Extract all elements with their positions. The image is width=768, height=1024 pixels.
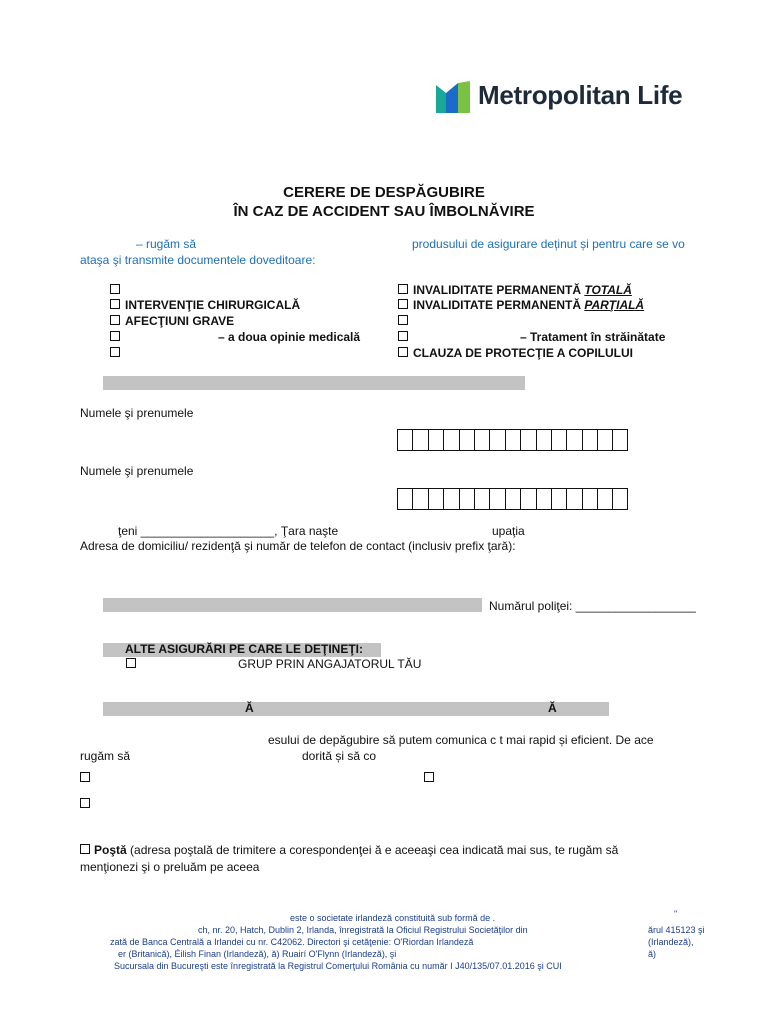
treatment-abroad-label: – Tratament în străinătate bbox=[520, 330, 666, 344]
coverage-checkbox-5[interactable] bbox=[110, 346, 125, 360]
group-employer-checkbox[interactable] bbox=[126, 657, 141, 671]
checkbox-icon[interactable] bbox=[398, 347, 408, 357]
checkbox-icon[interactable] bbox=[126, 658, 136, 668]
section-bar-insured bbox=[103, 376, 525, 390]
name-label-1: Numele şi prenumele bbox=[80, 406, 194, 420]
comm-bar-right-text: Ă bbox=[548, 701, 557, 715]
coverage-checkbox-partial-disability[interactable]: INVALIDITATE PERMANENTĂ PARŢIALĂ bbox=[398, 298, 644, 312]
logo-mark-icon bbox=[436, 81, 470, 113]
intro-right-text: produsului de asigurare deținut și pentru care se vo bbox=[412, 237, 685, 251]
footer-line2: ch, nr. 20, Hatch, Dublin 2, Irlanda, înregistrată la Oficiul Registrului Societăţilor din bbox=[198, 925, 528, 935]
checkbox-icon[interactable] bbox=[398, 299, 408, 309]
checkbox-icon[interactable] bbox=[80, 844, 90, 854]
checkbox-icon[interactable] bbox=[398, 315, 408, 325]
footer-line2b: ărul 415123 şi bbox=[648, 925, 705, 935]
checkbox-icon[interactable] bbox=[80, 772, 90, 782]
coverage-checkbox-surgery[interactable]: INTERVENŢIE CHIRURGICALĂ bbox=[110, 298, 300, 312]
citizenship-line: ţeni ____________________, Ţara naşte bbox=[118, 524, 339, 538]
comm-bar-left-text: Ă bbox=[245, 701, 254, 715]
address-label: Adresa de domiciliu/ rezidenţă şi număr de telefon de contact (inclusiv prefix ţară): bbox=[80, 539, 516, 553]
section-bar-policy bbox=[103, 598, 482, 612]
coverage-checkbox-second-opinion[interactable] bbox=[110, 330, 125, 344]
other-insurance-title: ALTE ASIGURĂRI PE CARE LE DEŢINEŢI: bbox=[125, 642, 364, 656]
coverage-checkbox-total-disability[interactable]: INVALIDITATE PERMANENTĂ TOTALĂ bbox=[398, 283, 632, 297]
occupation-label: upaţia bbox=[492, 524, 525, 538]
footer-line3: zată de Banca Centrală a Irlandei cu nr. C42062. Directori şi cetăţenie: O'Riordan Irlandeză bbox=[110, 937, 474, 947]
cnp-grid-1[interactable] bbox=[397, 429, 628, 451]
logo-text: Metropolitan Life bbox=[478, 80, 683, 110]
form-title-line2: ÎN CAZ DE ACCIDENT SAU ÎMBOLNĂVIRE bbox=[233, 203, 535, 220]
checkbox-icon[interactable] bbox=[110, 315, 120, 325]
checkbox-icon[interactable] bbox=[110, 347, 120, 357]
checkbox-icon[interactable] bbox=[80, 798, 90, 808]
name-label-2: Numele şi prenumele bbox=[80, 464, 194, 478]
coverage-checkbox-critical-illness[interactable]: AFECŢIUNI GRAVE bbox=[110, 314, 234, 328]
checkbox-icon[interactable] bbox=[398, 331, 408, 341]
section-bar-communication bbox=[103, 702, 609, 716]
second-opinion-label: – a doua opinie medicală bbox=[218, 330, 361, 344]
comm-checkbox-2[interactable] bbox=[424, 771, 439, 785]
comm-line1: esului de depăgubire să putem comunica c t mai rapid și eficient. De ace bbox=[268, 733, 654, 747]
checkbox-icon[interactable] bbox=[110, 299, 120, 309]
checkbox-icon[interactable] bbox=[110, 331, 120, 341]
comm-checkbox-3[interactable] bbox=[80, 797, 95, 811]
comm-line2-right: dorită și să co bbox=[302, 749, 377, 763]
metropolitan-life-logo bbox=[436, 80, 706, 114]
footer-line4: er (Britanică), Éilish Finan (Irlandeză), ă) Ruairí O'Flynn (Irlandeză), şi bbox=[118, 949, 397, 959]
checkbox-icon[interactable] bbox=[398, 284, 408, 294]
post-option[interactable]: Poştă (adresa poştală de trimitere a corespondenţei ă e aceeaşi cea indicată mai sus, te rugăm să bbox=[80, 843, 618, 857]
comm-line2-left: rugăm să bbox=[80, 749, 131, 763]
form-title-line1: CERERE DE DESPĂGUBIRE bbox=[283, 184, 485, 201]
footer-line1b: " bbox=[674, 909, 678, 919]
coverage-checkbox-1[interactable] bbox=[110, 283, 125, 297]
intro-dash-text: – rugăm să bbox=[136, 237, 197, 251]
footer-line1: este o societate irlandeză constituită sub formă de . bbox=[290, 913, 496, 923]
policy-number-label: Numărul poliţei: __________________ bbox=[489, 599, 696, 613]
checkbox-icon[interactable] bbox=[110, 284, 120, 294]
coverage-checkbox-treatment-abroad[interactable] bbox=[398, 330, 413, 344]
group-employer-label: GRUP PRIN ANGAJATORUL TĂU bbox=[238, 657, 422, 671]
footer-line5: Sucursala din Bucureşti este înregistrată la Registrul Comerţului România cu număr I J40/135/07.01.2016 şi CUI bbox=[114, 961, 562, 971]
comm-checkbox-1[interactable] bbox=[80, 771, 95, 785]
post-line2: menţionezi şi o preluăm pe aceea bbox=[80, 860, 260, 874]
footer-line4b: ă) bbox=[648, 949, 657, 959]
footer-line3b: (Irlandeză), bbox=[648, 937, 694, 947]
coverage-checkbox-child-protection[interactable]: CLAUZA DE PROTECŢIE A COPILULUI bbox=[398, 346, 633, 360]
cnp-grid-2[interactable] bbox=[397, 488, 628, 510]
coverage-checkbox-r3[interactable] bbox=[398, 314, 413, 328]
intro-line2: ataşa şi transmite documentele doveditoare: bbox=[80, 253, 316, 267]
checkbox-icon[interactable] bbox=[424, 772, 434, 782]
